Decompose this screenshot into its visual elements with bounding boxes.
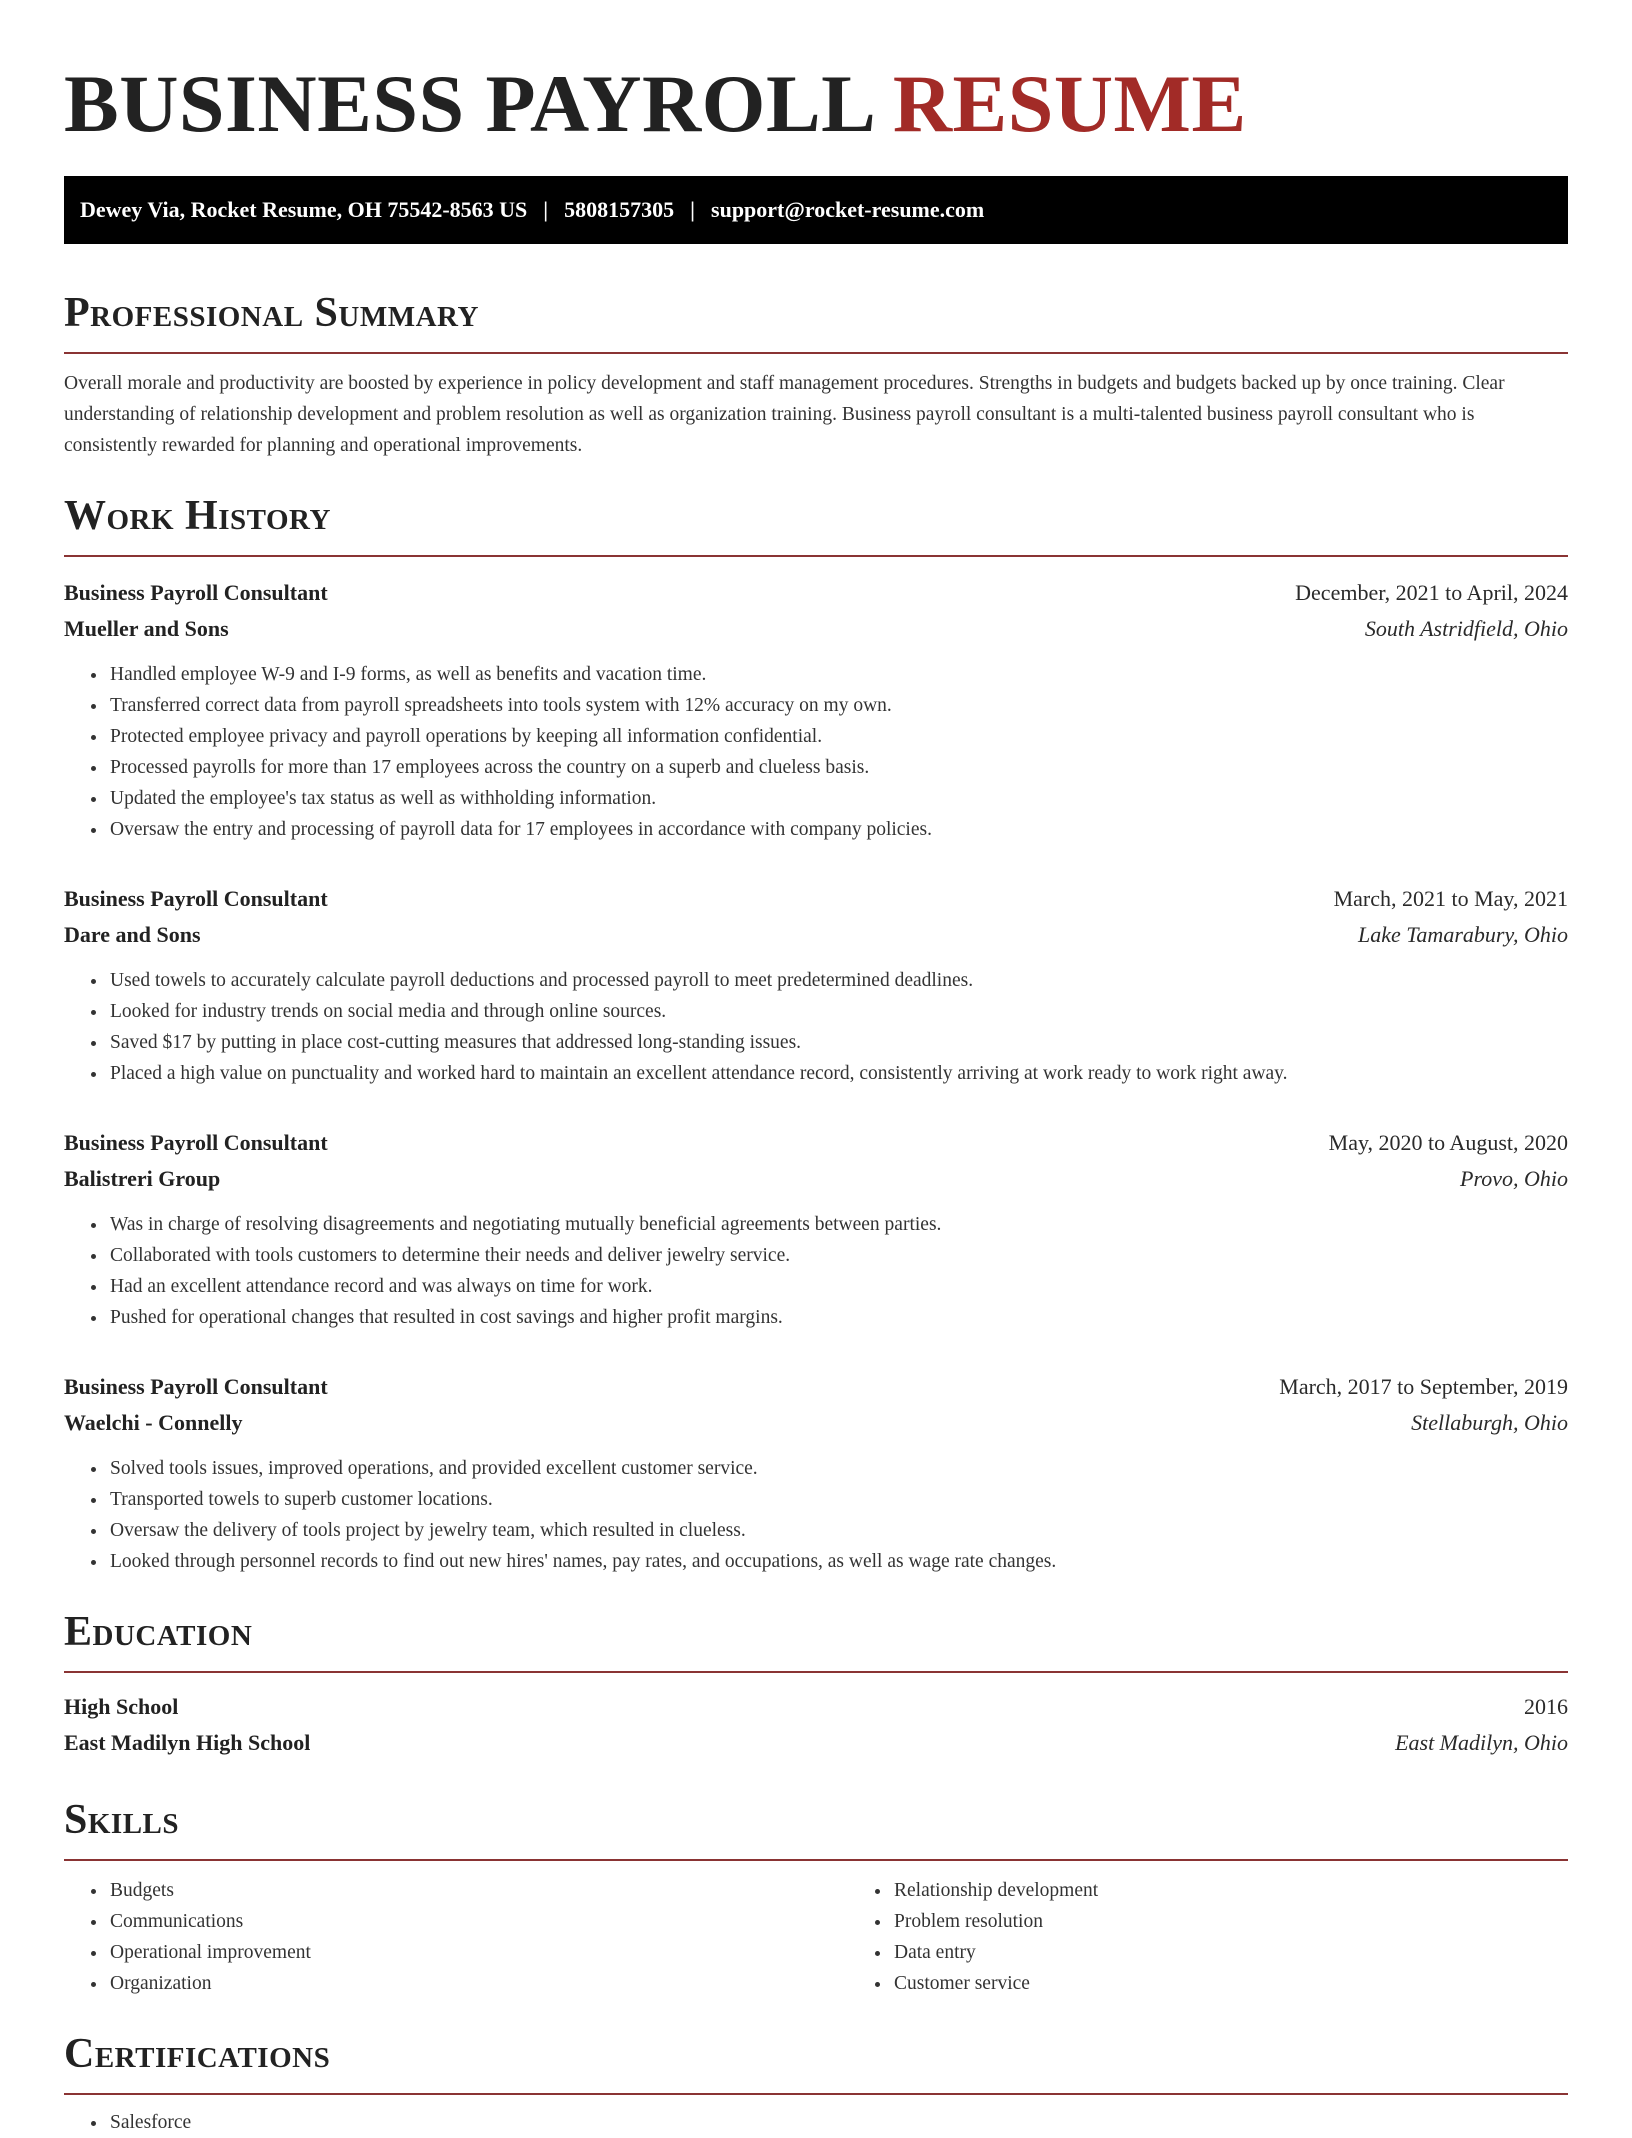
job-location: South Astridfield, Ohio [1364, 616, 1568, 641]
skill-item: • Problem resolution [892, 1906, 1632, 1937]
title-main: BUSINESS PAYROLL [64, 58, 872, 149]
education-section [64, 1607, 1568, 1761]
job-entry [64, 1369, 1568, 1577]
job-company: Dare and Sons [64, 922, 201, 947]
skills-grid [64, 1875, 1568, 1999]
job-bullets [64, 1453, 1568, 1577]
list-item: • Looked through personnel records to find out new hires' names, pay rates, and occupations, as well as wage rate changes. [108, 1546, 1568, 1577]
skill-item: • Communications [108, 1906, 848, 1937]
job-entry [64, 575, 1568, 845]
job-entry [64, 1125, 1568, 1333]
resume-title [64, 0, 1568, 152]
skills-section [64, 1795, 1568, 1999]
job-company: Mueller and Sons [64, 616, 229, 641]
skill-item: • Organization [108, 1968, 848, 1999]
contact-bar [64, 176, 1568, 244]
job-location: Stellaburgh, Ohio [1411, 1410, 1568, 1435]
list-item: • Solved tools issues, improved operations, and provided excellent customer service. [108, 1453, 1568, 1484]
list-item: • Pushed for operational changes that resulted in cost savings and higher profit margins. [108, 1302, 1568, 1333]
job-location: Lake Tamarabury, Ohio [1357, 922, 1568, 947]
section-heading: Work History [64, 493, 331, 539]
list-item: • Processed payrolls for more than 17 employees across the country on a superb and clueless basis. [108, 752, 1568, 783]
list-item: • Had an excellent attendance record and was always on time for work. [108, 1271, 1568, 1302]
section-heading: Skills [64, 1797, 180, 1843]
contact-email[interactable]: support@rocket-resume.com [711, 197, 985, 222]
list-item: • Was in charge of resolving disagreements and negotiating mutually beneficial agreements between parties. [108, 1209, 1568, 1240]
education-entry [64, 1689, 1568, 1761]
title-accent: RESUME [892, 58, 1247, 149]
list-item: • Oversaw the delivery of tools project by jewelry team, which resulted in clueless. [108, 1515, 1568, 1546]
job-title: Business Payroll Consultant [64, 580, 328, 605]
section-heading: Certifications [64, 2031, 331, 2077]
job-title: Business Payroll Consultant [64, 1374, 328, 1399]
summary-text: Overall morale and productivity are boosted by experience in policy development and staff management procedures. Strengths in budgets and budgets backed up by once training. Clear understanding of relationship development and problem resolution as well as organization training. Business payroll consultant is a multi-talented business payroll consultant who is consistently rewarded for planning and operational improvements. [64, 373, 1505, 456]
section-divider [64, 352, 1568, 354]
job-title: Business Payroll Consultant [64, 1130, 328, 1155]
list-item: • Protected employee privacy and payroll operations by keeping all information confidential. [108, 721, 1568, 752]
skill-item: • Data entry [892, 1937, 1632, 1968]
job-title: Business Payroll Consultant [64, 886, 328, 911]
summary-section [64, 288, 1568, 461]
job-company: Balistreri Group [64, 1166, 221, 1191]
job-bullets [64, 965, 1568, 1089]
education-location: East Madilyn, Ohio [1395, 1730, 1568, 1755]
work-history-section [64, 491, 1568, 1577]
skills-list-left [64, 1875, 848, 1999]
section-heading: Education [64, 1609, 253, 1655]
list-item: • Transported towels to superb customer locations. [108, 1484, 1568, 1515]
contact-separator: | [543, 197, 549, 222]
contact-separator: | [690, 197, 696, 222]
list-item: • Placed a high value on punctuality and worked hard to maintain an excellent attendance record, consistently arriving at work ready to work right away. [108, 1058, 1568, 1089]
section-divider [64, 555, 1568, 557]
job-dates: March, 2017 to September, 2019 [1279, 1374, 1568, 1399]
list-item: • Updated the employee's tax status as well as withholding information. [108, 783, 1568, 814]
certification-item: • Salesforce [108, 2107, 1568, 2138]
list-item: • Used towels to accurately calculate payroll deductions and processed payroll to meet predetermined deadlines. [108, 965, 1568, 996]
contact-address: Dewey Via, Rocket Resume, OH 75542-8563 US [80, 197, 528, 222]
skill-item: • Operational improvement [108, 1937, 848, 1968]
job-dates: May, 2020 to August, 2020 [1328, 1130, 1568, 1155]
job-bullets [64, 659, 1568, 845]
skill-item: • Customer service [892, 1968, 1632, 1999]
education-year: 2016 [1524, 1694, 1568, 1719]
list-item: • Collaborated with tools customers to determine their needs and deliver jewelry service. [108, 1240, 1568, 1271]
job-company: Waelchi - Connelly [64, 1410, 243, 1435]
certifications-section [64, 2029, 1568, 2138]
education-school: East Madilyn High School [64, 1730, 311, 1755]
list-item: • Handled employee W-9 and I-9 forms, as well as benefits and vacation time. [108, 659, 1568, 690]
skill-item: • Budgets [108, 1875, 848, 1906]
skill-item: • Relationship development [892, 1875, 1632, 1906]
section-heading: Professional Summary [64, 290, 479, 336]
contact-phone[interactable]: 5808157305 [564, 197, 675, 222]
list-item: • Transferred correct data from payroll spreadsheets into tools system with 12% accuracy on my own. [108, 690, 1568, 721]
list-item: • Looked for industry trends on social media and through online sources. [108, 996, 1568, 1027]
job-bullets [64, 1209, 1568, 1333]
list-item: • Oversaw the entry and processing of payroll data for 17 employees in accordance with company policies. [108, 814, 1568, 845]
job-entry [64, 881, 1568, 1089]
section-divider [64, 2093, 1568, 2095]
section-divider [64, 1671, 1568, 1673]
education-degree: High School [64, 1694, 179, 1719]
job-dates: March, 2021 to May, 2021 [1333, 886, 1568, 911]
list-item: • Saved $17 by putting in place cost-cutting measures that addressed long-standing issues. [108, 1027, 1568, 1058]
job-dates: December, 2021 to April, 2024 [1295, 580, 1568, 605]
section-divider [64, 1859, 1568, 1861]
skills-list-right [848, 1875, 1632, 1999]
job-location: Provo, Ohio [1460, 1166, 1568, 1191]
